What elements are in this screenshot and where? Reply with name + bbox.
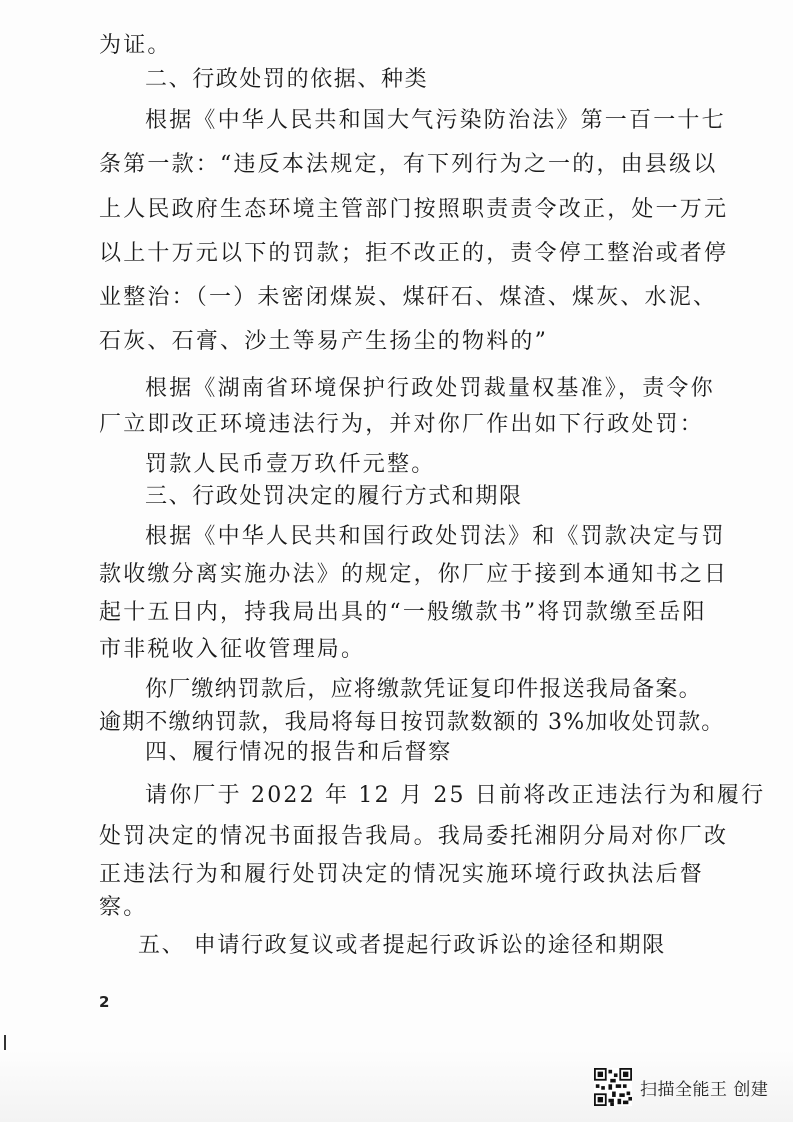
paragraph-line: 察。 <box>99 895 148 920</box>
paragraph-line: 条第一款：“违反本法规定，有下列行为之一的，由县级以 <box>99 152 718 177</box>
paragraph-line: 逾期不缴纳罚款，我局将每日按罚款数额的 3%加收处罚款。 <box>99 710 725 735</box>
paragraph-line: 处罚决定的情况书面报告我局。我局委托湘阴分局对你厂改 <box>99 824 729 849</box>
paragraph-line: 市非税收入征收管理局。 <box>99 637 366 662</box>
qr-code-icon <box>594 1068 632 1106</box>
paragraph-line: 为证。 <box>99 33 172 58</box>
paragraph-line: 业整治：（一）未密闭煤炭、煤矸石、煤渣、煤灰、水泥、 <box>99 285 718 310</box>
paragraph-line: 根据《中华人民共和国行政处罚法》和《罚款决定与罚 <box>145 524 726 549</box>
section-heading: 二、行政处罚的依据、种类 <box>145 67 429 92</box>
paragraph-line: 根据《湖南省环境保护行政处罚裁量权基准》，责令你 <box>145 376 715 401</box>
section-heading: 五、 申请行政复议或者提起行政诉讼的途径和期限 <box>138 933 666 958</box>
paragraph-line: 厂立即改正环境违法行为，并对你厂作出如下行政处罚： <box>99 412 705 437</box>
section-heading: 四、履行情况的报告和后督察 <box>145 740 452 765</box>
watermark-text: 扫描全能王 创建 <box>640 1079 769 1100</box>
paragraph-line: 请你厂于 2022 年 12 月 25 日前将改正违法行为和履行 <box>145 783 766 808</box>
paragraph-line: 石灰、石膏、沙土等易产生扬尘的物料的” <box>99 329 549 354</box>
paragraph-line: 起十五日内，持我局出具的“一般缴款书”将罚款缴至岳阳 <box>99 600 707 625</box>
paragraph-line: 你厂缴纳罚款后，应将缴款凭证复印件报送我局备案。 <box>145 677 702 702</box>
paragraph-line: 款收缴分离实施办法》的规定，你厂应于接到本通知书之日 <box>99 562 729 587</box>
page-number: 2 <box>99 993 110 1011</box>
paragraph-line: 根据《中华人民共和国大气污染防治法》第一百一十七 <box>145 108 726 133</box>
paragraph-line: 正违法行为和履行处罚决定的情况实施环境行政执法后督 <box>99 862 705 887</box>
scanner-watermark <box>594 1068 768 1106</box>
section-heading: 三、行政处罚决定的履行方式和期限 <box>145 484 523 509</box>
fine-amount: 罚款人民币壹万玖仟元整。 <box>145 452 436 477</box>
paragraph-line: 以上十万元以下的罚款；拒不改正的，责令停工整治或者停 <box>99 241 729 266</box>
paragraph-line: 上人民政府生态环境主管部门按照职责责令改正，处一万元 <box>99 197 729 222</box>
